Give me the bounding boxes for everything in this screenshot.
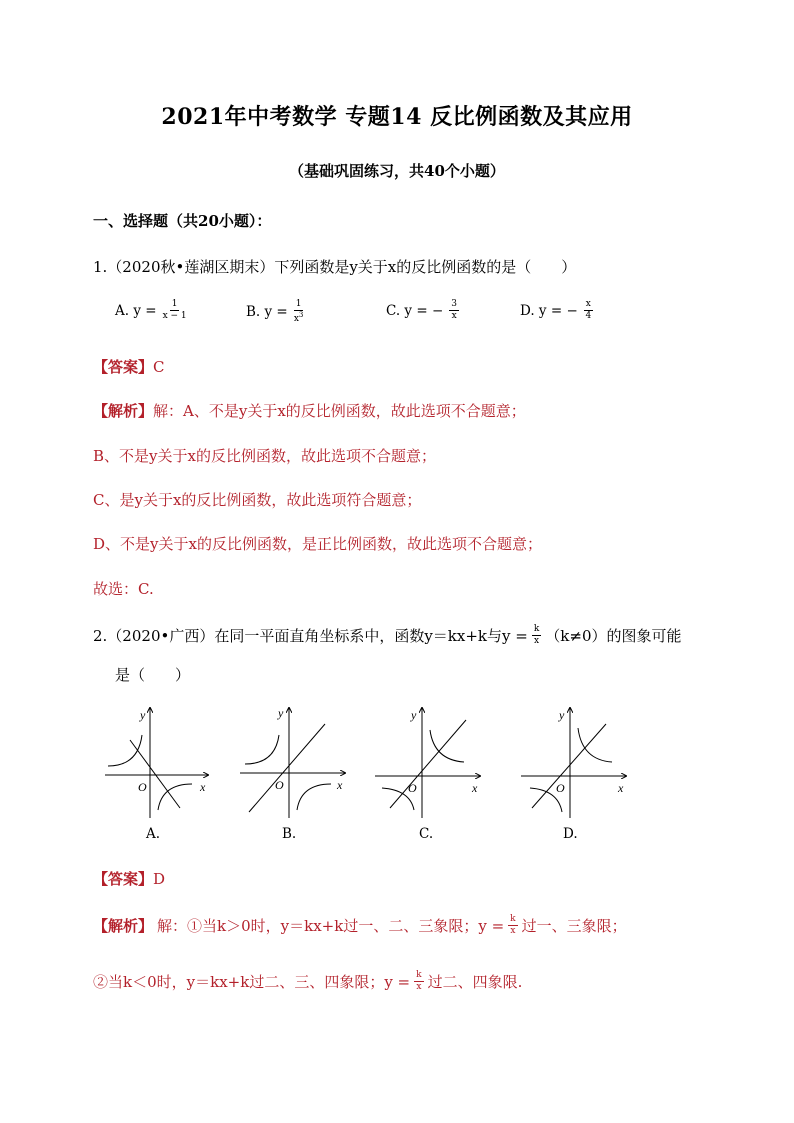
q2-analysis-1-frac-num: k bbox=[510, 914, 516, 924]
q2-answer bbox=[93, 868, 165, 889]
q1-option-a bbox=[115, 300, 187, 321]
graph-d-hyperbola-branch-1 bbox=[578, 728, 612, 762]
graph-a-origin-label: O bbox=[138, 780, 147, 794]
q1-option-b bbox=[246, 300, 303, 324]
q1-option-c-prefix: C. y = − bbox=[386, 302, 444, 319]
q1-analysis-line-1: 解：A、不是y关于x的反比例函数，故此选项不合题意； bbox=[153, 402, 526, 420]
graph-b-origin-label: O bbox=[275, 778, 284, 792]
graph-c-y-label: y bbox=[411, 708, 417, 722]
graph-a-hyperbola-branch-1 bbox=[108, 735, 142, 766]
q1-option-a-numerator: 1 bbox=[171, 299, 178, 309]
graph-a-line bbox=[130, 740, 180, 808]
q1-analysis-1 bbox=[93, 400, 526, 421]
graph-b-label: B. bbox=[282, 826, 297, 842]
q1-answer-tag: 【答案】 bbox=[93, 358, 154, 376]
q2-analysis-1-part2: 过一、三象限； bbox=[521, 917, 627, 935]
q1-analysis-tag: 【解析】 bbox=[93, 402, 154, 420]
q2-analysis-2-fraction bbox=[414, 971, 423, 992]
q1-option-b-prefix: B. y = bbox=[246, 304, 288, 320]
graph-a bbox=[100, 700, 215, 820]
q2-stem-part1: 2.（2020•广西）在同一平面直角坐标系中，函数y＝kx+k与y = bbox=[93, 627, 528, 645]
q1-option-d bbox=[520, 300, 593, 321]
graph-c-hyperbola-branch-1 bbox=[430, 730, 464, 762]
q1-answer-value: C bbox=[153, 358, 165, 376]
q1-option-d-prefix: D. y = − bbox=[520, 302, 578, 319]
q2-analysis-2-part2: 过二、四象限. bbox=[427, 973, 523, 991]
q1-option-d-numerator: x bbox=[585, 299, 591, 309]
graph-b-hyperbola-branch-2 bbox=[297, 784, 331, 810]
q2-stem-fraction bbox=[532, 625, 541, 646]
q2-stem-frac-num: k bbox=[533, 624, 540, 634]
q1-analysis-5: 故选：C. bbox=[93, 580, 154, 598]
page-subtitle: （基础巩固练习，共40个小题） bbox=[289, 162, 505, 180]
graph-d-y-label: y bbox=[559, 708, 565, 722]
q1-option-d-denominator: 4 bbox=[585, 311, 592, 321]
graph-c-origin-label: O bbox=[408, 781, 417, 795]
graph-d-x-label: x bbox=[618, 781, 624, 795]
q2-analysis-1-part1: 解：①当k＞0时，y＝kx+k过一、二、三象限；y = bbox=[157, 917, 505, 935]
graph-d-origin-label: O bbox=[556, 781, 565, 795]
q1-option-c-fraction bbox=[449, 300, 459, 321]
graph-b-hyperbola-branch-1 bbox=[245, 735, 279, 764]
q1-option-d-fraction bbox=[584, 300, 593, 321]
q1-option-b-exponent: 3 bbox=[298, 311, 304, 319]
graph-b-x-label: x bbox=[337, 778, 343, 792]
q1-analysis-4: D、不是y关于x的反比例函数，是正比例函数，故此选项不合题意； bbox=[93, 535, 542, 553]
graph-b-y-label: y bbox=[278, 706, 284, 720]
q1-option-b-numerator: 1 bbox=[295, 299, 302, 309]
q1-option-b-base: x bbox=[293, 314, 299, 324]
q2-analysis-2 bbox=[93, 971, 522, 992]
graph-d bbox=[518, 700, 633, 820]
graph-b bbox=[237, 700, 352, 820]
graph-c-x-label: x bbox=[472, 781, 478, 795]
q2-answer-value: D bbox=[153, 870, 166, 888]
question-2-stem-line2: 是（ ） bbox=[115, 666, 191, 684]
graph-a-label: A. bbox=[146, 826, 161, 842]
q2-stem-frac-den: x bbox=[534, 636, 540, 646]
q1-option-a-prefix: A. y = bbox=[115, 302, 157, 319]
q1-option-c-numerator: 3 bbox=[451, 299, 457, 309]
page-title: 2021年中考数学 专题14 反比例函数及其应用 bbox=[161, 104, 633, 130]
q2-analysis-2-frac-num: k bbox=[416, 970, 422, 980]
graph-c-line bbox=[390, 720, 466, 808]
q1-answer bbox=[93, 356, 165, 377]
q2-analysis-1-fraction bbox=[508, 915, 517, 936]
graph-c-label: C. bbox=[419, 826, 434, 842]
graph-a-y-label: y bbox=[140, 708, 146, 722]
q2-analysis-1-frac-den: x bbox=[510, 926, 516, 936]
q2-analysis-tag: 【解析】 bbox=[93, 917, 154, 935]
q2-answer-tag: 【答案】 bbox=[93, 870, 154, 888]
q2-stem-part2: （k≠0）的图象可能 bbox=[545, 627, 682, 645]
q1-option-b-denominator bbox=[294, 311, 304, 324]
q1-option-a-fraction bbox=[163, 300, 187, 321]
graph-c bbox=[372, 700, 487, 820]
graph-d-label: D. bbox=[563, 826, 578, 842]
q2-analysis-2-frac-den: x bbox=[416, 982, 422, 992]
q1-option-c bbox=[386, 300, 459, 321]
section-heading: 一、选择题（共20小题）： bbox=[93, 212, 272, 230]
question-2-stem bbox=[93, 625, 682, 646]
q2-analysis-2-part1: ②当k＜0时，y＝kx+k过二、三、四象限；y = bbox=[93, 973, 411, 991]
q2-analysis-1 bbox=[93, 915, 627, 936]
graph-a-x-label: x bbox=[200, 780, 206, 794]
q1-analysis-3: C、是y关于x的反比例函数，故此选项符合题意； bbox=[93, 491, 422, 509]
graph-b-line bbox=[249, 724, 325, 812]
q1-option-a-denominator: x − 1 bbox=[162, 311, 187, 321]
q1-option-c-denominator: x bbox=[451, 311, 457, 321]
graph-d-line bbox=[532, 724, 606, 808]
q1-analysis-2: B、不是y关于x的反比例函数，故此选项不合题意； bbox=[93, 447, 436, 465]
question-1-stem: 1.（2020秋•莲湖区期末）下列函数是y关于x的反比例函数的是（ ） bbox=[93, 258, 577, 276]
graph-a-hyperbola-branch-2 bbox=[158, 784, 192, 810]
q1-option-b-fraction bbox=[294, 300, 304, 324]
